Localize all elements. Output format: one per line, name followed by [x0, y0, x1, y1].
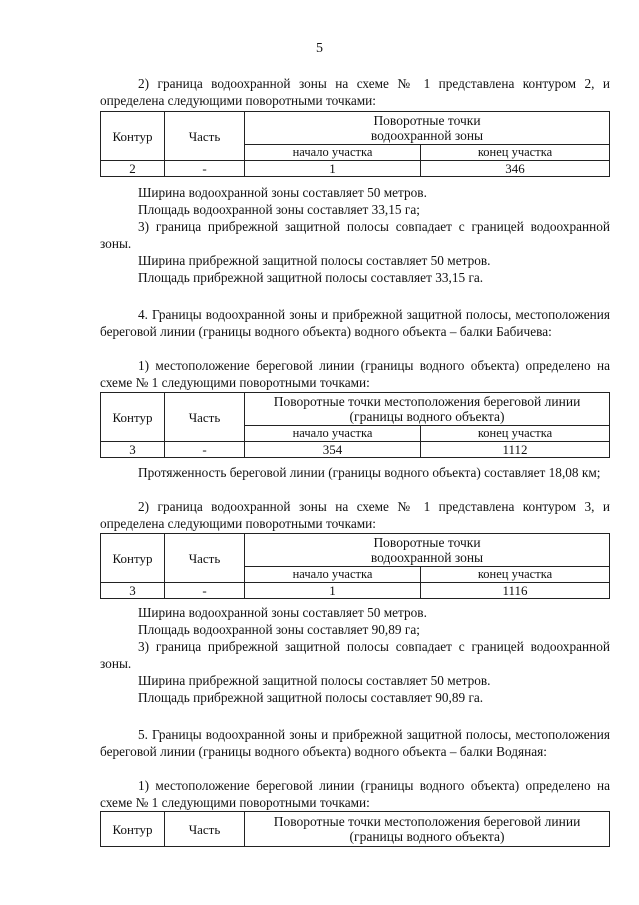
paragraph: 1) местоположение береговой линии (границы водного объекта) определено на схеме № 1 следующими поворотными точками: [100, 778, 610, 810]
col-end: конец участка [421, 145, 610, 161]
col-part: Часть [165, 534, 245, 583]
cell-contour: 2 [101, 161, 165, 177]
header-line2: (границы водного объекта) [349, 409, 505, 424]
col-start: начало участка [245, 145, 421, 161]
cell-contour: 3 [101, 442, 165, 458]
paragraph: Площадь водоохранной зоны составляет 90,89 га; [138, 622, 420, 637]
paragraph: 2) граница водоохранной зоны на схеме № 1 представлена контуром 2, и определена следующими поворотными точками: [100, 76, 610, 108]
section-heading: 4. Границы водоохранной зоны и прибрежной защитной полосы, местоположения береговой линии (границы водного объекта) водного объекта – балки Бабичева: [100, 307, 610, 339]
cell-end: 346 [421, 161, 610, 177]
col-end: конец участка [421, 426, 610, 442]
header-line1: Поворотные точки [373, 113, 481, 128]
paragraph: Ширина водоохранной зоны составляет 50 метров. [138, 605, 427, 620]
header-line2: (границы водного объекта) [349, 829, 505, 844]
paragraph: Площадь прибрежной защитной полосы составляет 90,89 га. [138, 690, 484, 705]
col-start: начало участка [245, 567, 421, 583]
table-row [101, 583, 610, 599]
cell-end: 1116 [421, 583, 610, 599]
table-4 [100, 811, 610, 847]
col-contour: Контур [101, 812, 165, 847]
header-line2: водоохранной зоны [370, 550, 484, 565]
header-points [245, 534, 610, 567]
paragraph: Протяженность береговой линии (границы водного объекта) составляет 18,08 км; [138, 465, 601, 480]
paragraph: Ширина водоохранной зоны составляет 50 метров. [138, 185, 427, 200]
header-points [245, 812, 610, 847]
cell-start: 1 [245, 583, 421, 599]
cell-end: 1112 [421, 442, 610, 458]
paragraph: 2) граница водоохранной зоны на схеме № 1 представлена контуром 3, и определена следующими поворотными точками: [100, 499, 610, 531]
cell-contour: 3 [101, 583, 165, 599]
col-part: Часть [165, 112, 245, 161]
header-points [245, 393, 610, 426]
col-contour: Контур [101, 393, 165, 442]
col-end: конец участка [421, 567, 610, 583]
header-line1: Поворотные точки местоположения береговой линии [273, 394, 581, 409]
page-number: 5 [316, 41, 323, 56]
paragraph: Ширина прибрежной защитной полосы составляет 50 метров. [138, 253, 491, 268]
section-heading: 5. Границы водоохранной зоны и прибрежной защитной полосы, местоположения береговой линии (границы водного объекта) водного объекта – балки Водяная: [100, 727, 610, 759]
cell-part: - [165, 442, 245, 458]
col-contour: Контур [101, 112, 165, 161]
header-line2: водоохранной зоны [370, 128, 484, 143]
paragraph: 3) граница прибрежной защитной полосы совпадает с границей водоохранной зоны. [100, 639, 610, 671]
cell-part: - [165, 161, 245, 177]
paragraph: 1) местоположение береговой линии (границы водного объекта) определено на схеме № 1 следующими поворотными точками: [100, 358, 610, 390]
col-part: Часть [165, 393, 245, 442]
col-part: Часть [165, 812, 245, 847]
cell-start: 1 [245, 161, 421, 177]
header-line1: Поворотные точки местоположения береговой линии [273, 814, 581, 829]
cell-start: 354 [245, 442, 421, 458]
col-contour: Контур [101, 534, 165, 583]
paragraph: Ширина прибрежной защитной полосы составляет 50 метров. [138, 673, 491, 688]
table-row [101, 442, 610, 458]
header-line1: Поворотные точки [373, 535, 481, 550]
table-row [101, 161, 610, 177]
col-start: начало участка [245, 426, 421, 442]
paragraph: Площадь прибрежной защитной полосы составляет 33,15 га. [138, 270, 484, 285]
header-points [245, 112, 610, 145]
paragraph: Площадь водоохранной зоны составляет 33,15 га; [138, 202, 420, 217]
table-3 [100, 533, 610, 599]
table-1 [100, 111, 610, 177]
paragraph: 3) граница прибрежной защитной полосы совпадает с границей водоохранной зоны. [100, 219, 610, 251]
table-2 [100, 392, 610, 458]
cell-part: - [165, 583, 245, 599]
